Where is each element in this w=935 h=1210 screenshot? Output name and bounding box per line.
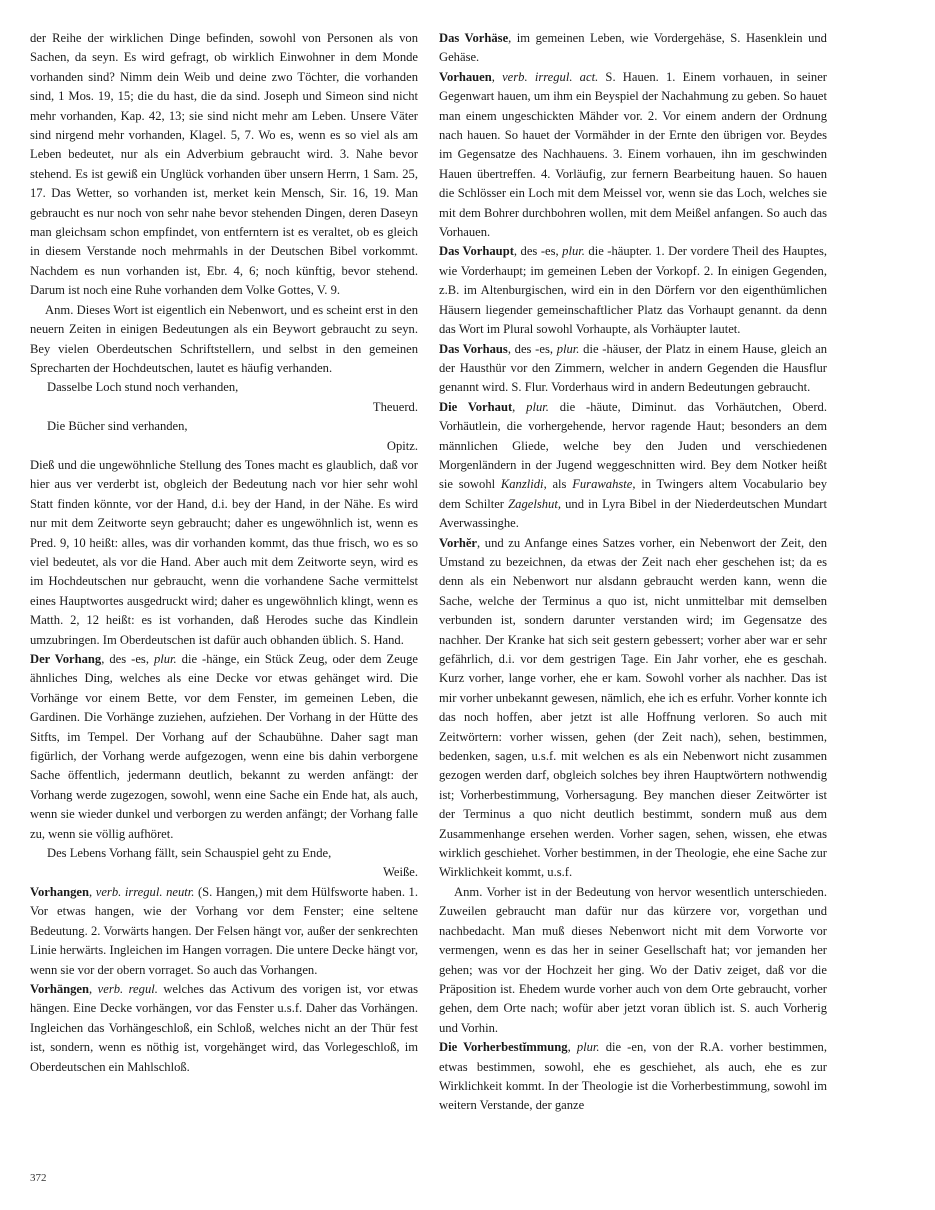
headword: Die Vorherbestĭmmung <box>439 1040 568 1055</box>
verse-quote: Dasselbe Loch stund noch verhanden, <box>47 380 239 395</box>
right-column <box>439 29 827 1116</box>
entry-vorhangen: Vorhangen, verb. irregul. neutr. (S. Hangen,) mit dem Hülfsworte haben. 1. Vor etwas hangen, wie der Vorhang vor dem Fenster; eine seltene Bedeutung. 2. Vorwärts hangen. Der Felsen hängt vor, außer der senkrechten Linie herwärts. Ingleichen im Hangen vorragen. Die untere Decke hängt vor, wenn sie vor der obern vorraget. So auch das Vorhangen. <box>30 884 418 977</box>
cited-term: Kanzlidi <box>500 477 544 492</box>
headword: Der Vorhang <box>30 652 102 666</box>
grammar-label: verb. regul. <box>97 981 158 996</box>
entry-vorher: Vorhĕr, und zu Anfange eines Satzes vorher, ein Nebenwort der Zeit, den Umstand zu bezeichnen, da etwas der Zeit nach eher geschehen ist; da es denn als ein Nebenwort nur alsdann gebraucht werden kann, wenn die Sache, welche der Terminus a quo ist, nicht unmittelbar mit demselben verbunden ist, sondern darunter verstanden wird; im Gegensatze des nachher. Der Kranke hat sich seit gestern gebessert; vorher aber war er sehr gefährlich, d.i. vor dem gestrigen Tage. Ein Jahr vorher, ehe es geschah. Kurz vorher, lange vorher, ehe er kam. Sowohl vorher als nachher. Das ist mir vorher unbekannt gewesen, nämlich, ehe ich es erfuhr. Vorher konnte ich das noch hoffen, aber jetzt ist alle Hoffnung verloren. So auch mit Zeitwörtern: vorher wissen, gehen (der Zeit nach), sehen, bestimmen, bedenken, sagen, u.s.f. mit welchen es als ein Nebenwort nicht zusammen gezogen werden darf, obgleich solches bey ihren Hauptwörtern nothwendig ist; Vorherbestimmung, Vorhersagung. Bey manchen dieser Zeitwörter ist der Terminus a quo nicht deutlich bestimmt, sondern muß aus dem Zusammenhange ersehen werden. Vorher sagen, sehen, wissen, ehe etwas wirklich geschiehet. Vorher bestimmen, in der Theologie, ehe eine Sache zur Wirklichkeit kommt, u.s.f. <box>439 535 827 880</box>
page-number: 372 <box>30 1172 47 1184</box>
grammar-label: plur. <box>562 244 585 259</box>
headword: Vorhĕr <box>439 535 478 550</box>
entry-vorherbestimmung: Die Vorherbestĭmmung, plur. die -en, von der R.A. vorher bestimmen, etwas bestimmen, sowohl, ehe es geschiehet, als auch, ehe es zur Wirklichkeit kommt. In der Theologie ist die Vorherbestimmung, sowohl im weitern Verstande, der ganze <box>439 1040 828 1113</box>
verse-quote: Des Lebens Vorhang fällt, sein Schauspiel geht zu Ende, <box>47 846 332 861</box>
entry-vorhauen: Vorhauen, verb. irregul. act. S. Hauen. 1. Einem vorhauen, in seiner Gegenwart hauen, um ihm ein Beyspiel der Nachahmung zu geben. So hauet man einem ungeschickten Mähder vor. 2. Vor einem andern der Ordnung nach hauen. So hauet der Vormähder in der Ernte den übrigen vor. Beydes im Gegensatze des Nachhauens. 3. Einem vorhauen, ihn im geschwinden Hauen übertreffen. 4. Vorläufig, zur fernern Bearbeitung hauen. So hauen die Schlösser ein Loch mit dem Meissel vor, wenn sie das Loch, welches sie mit dem Bohrer durchbohren wollen, mit dem Meißel anfangen. So auch das Vorhauen. <box>439 69 828 240</box>
grammar-label: plur. <box>153 652 177 666</box>
entry-vorhaese: Das Vorhäse, im gemeinen Leben, wie Vordergehäse, S. Hasenklein und Gehäse. <box>439 31 827 65</box>
grammar-label: plur. <box>576 1040 600 1055</box>
headword: Das Vorhäse <box>439 31 509 45</box>
grammar-label: verb. irregul. act. <box>502 69 599 84</box>
headword: Vorhauen <box>439 69 492 84</box>
headword: Das Vorhaus <box>439 341 508 356</box>
annotation-paragraph: Anm. Dieses Wort ist eigentlich ein Nebenwort, und es scheint erst in den neuern Zeiten in einigen Bedeutungen als ein Beywort gebraucht zu seyn. Bey vielen Oberdeutschen Schriftstellern, und selbst in den gemeinen Sprecharten der Hochdeutschen, lautet es häufig verhanden. <box>30 302 418 375</box>
annotation-paragraph: Anm. Vorher ist in der Bedeutung von hervor wesentlich unterschieden. Zuweilen gebraucht man dafür nur das kürzere vor, vorgethan und nachbedacht. Man muß dieses Nebenwort nicht mit dem Vorworte vor vermengen, wenn es das her in seiner Gesellschaft hat; vor jemanden her gehen; was vor der Hochzeit her ging. Wo der Dativ zeiget, daß vor die Präposition ist. Ehedem wurde vorher auch von dem Orte gebraucht, vorher gehen, dem Orte nach; wofür aber jetzt voran üblich ist. S. auch Vorherig und Vorhin. <box>439 884 827 1035</box>
quote-source: Weiße. <box>382 865 418 880</box>
grammar-label: verb. irregul. neutr. <box>95 884 195 899</box>
grammar-label: plur. <box>556 341 580 356</box>
headword: Vorhängen <box>30 981 90 996</box>
annotation-continuation: Dieß und die ungewöhnliche Stellung des Tones macht es glaublich, daß vor hier aus ver verderbt ist, obgleich der Bedeutung nach vor hier sehr wohl Statt finden könnte, vor der Hand, d.i. bey der Hand, in der Nähe. Es wird nur mit dem Zeitworte seyn gebraucht; daher es ungewöhnlich ist, wenn es Pred. 9, 10 heißt: alles, was dir vorhanden kommt, das thue frisch, wo es so viel bedeutet, als vor die Hand. Aber auch mit dem Zeitworte seyn, wird es im Hochdeutschen nur gebraucht, wenn die vorhandene Sache vermittelst eines Hauptwortes ausgedruckt wird; daher es ungewöhnlich klingt, wenn es Matth. 2, 12 heißt: es ist vorhanden, daß Herodes suche das Kindlein umzubringen. Im Oberdeutschen ist dafür auch obhanden üblich. S. Hand. <box>30 457 418 647</box>
entry-vorhaus: Das Vorhaus, des -es, plur. die -häuser, der Platz in einem Hause, gleich an der Hausthür vor den Zimmern, welcher in andern Gegenden die Hausflur genannt wird. S. Flur. Vorderhaus wird in andern Bedeutungen gebraucht. <box>439 341 827 395</box>
grammar-label: plur. <box>526 399 549 414</box>
quote-source: Opitz. <box>386 438 418 453</box>
verse-quote: Die Bücher sind verhanden, <box>47 419 188 434</box>
cited-term: Zagelshut, <box>508 496 561 511</box>
left-column <box>30 29 418 1077</box>
quote-source: Theuerd. <box>372 399 418 414</box>
headword: Vorhangen <box>30 884 90 899</box>
headword: Die Vorhaut <box>439 399 513 414</box>
entry-vorhaupt: Das Vorhaupt, des -es, plur. die -häupter. 1. Der vordere Theil des Hauptes, wie Vorderhaupt; im gemeinen Leben der Vorkopf. 2. In einigen Gegenden, z.B. im Altenburgischen, wird ein in den Dörfern vor den eigenthümlichen Häusern liegender gemeinschaftlicher Platz das Vorhaupt genannt. da denn das Wort im Plural sowohl Vorhaupte, als Vorhäupter lautet. <box>439 244 827 337</box>
entry-vorhang: Der Vorhang, des -es, plur. die -hänge, ein Stück Zeug, oder dem Zeuge ähnliches Ding, welches als eine Decke vor etwas gehänget wird. Die Vorhänge vor einem Bette, vor dem Fenster, im gemeinen Leben, die Gardinen. Die Vorhänge zuziehen, aufziehen. Der Vorhang in der Hütte des Sitfts, im Tempel. Der Vorhang auf der Schaubühne. Daher sagt man figürlich, der Vorhang werde aufgezogen, wenn eine bis dahin verborgene Sache öffentlich, jedermann deutlich, bekannt zu werden anfängt: der Vorhang werde zugezogen, sowohl, wenn eine Sache ein Ende hat, als auch, wenn sie wieder dunkel und verborgen zu werden anfängt; der Vorhang falle zu, wenn sie völlig aufhöret. <box>30 652 418 841</box>
cited-term: Furawahste, <box>572 477 636 492</box>
headword: Das Vorhaupt <box>439 244 514 259</box>
entry-continuation: der Reihe der wirklichen Dinge befinden, sowohl von Personen als von Sachen, da seyn. Es wird gefragt, ob wirklich Einwohner in dem Monde vorhanden sind? Nimm dein Weib und deine zwo Töchter, die vorhanden sind, 1 Mos. 19, 15; die du hast, die da sind. Joseph und Simeon sind nicht mehr vorhanden, Kap. 42, 13; sie sind nicht mehr am Leben. Unsere Väter sind nirgend mehr vorhanden, Klagel. 5, 7. Wo es, wenn es so viel als am Leben bedeutet, nur als ein Adverbium gebraucht wird. 3. Nahe bevor stehend. Es ist gewiß ein Unglück vorhanden über unsern Herrn, 1 Sam. 25, 17. Das Wetter, so vorhanden ist, merket kein Mensch, Sir. 16, 19. Man gebraucht es nur noch von sehr nahe bevor stehenden Dingen, deren Daseyn man gleichsam schon empfindet, von entferntern ist es veraltet, ob es gleich in diesem Verstande noch mehrmahls in der Deutschen Bibel vorkommt. Nachdem es nun vorhanden ist, Ebr. 4, 6; noch künftig, bevor stehend. Darum ist noch eine Ruhe vorhanden dem Volke Gottes, V. 9. <box>30 31 418 298</box>
entry-vorhaut: Die Vorhaut, plur. die -häute, Diminut. das Vorhäutchen, Oberd. Vorhäutlein, die vorhergehende, hervor ragende Haut; besonders an dem männlichen Gliede, welche bey den Juden und verschiedenen Morgenländern in der Jugend weggeschnitten wird. Bey dem Notker heißt sie sowohl Kanzlidi, als Furawahste, in Twingers altem Vocabulario bey dem Schilter Zagelshut, und in Lyra Bibel in der Niederdeutschen Mundart Averwassinghe. <box>439 399 828 531</box>
entry-vorhaengen: Vorhängen, verb. regul. welches das Activum des vorigen ist, vor etwas hängen. Eine Decke vorhängen, vor das Fenster u.s.f. Daher das Vorhängen. Ingleichen das Vorhängeschloß, ein Schloß, welches nicht an der Thür fest ist, sondern, wenn es nöthig ist, vorgehänget wird, das Vorlegeschloß, im Oberdeutschen ein Mahlschloß. <box>30 981 418 1074</box>
